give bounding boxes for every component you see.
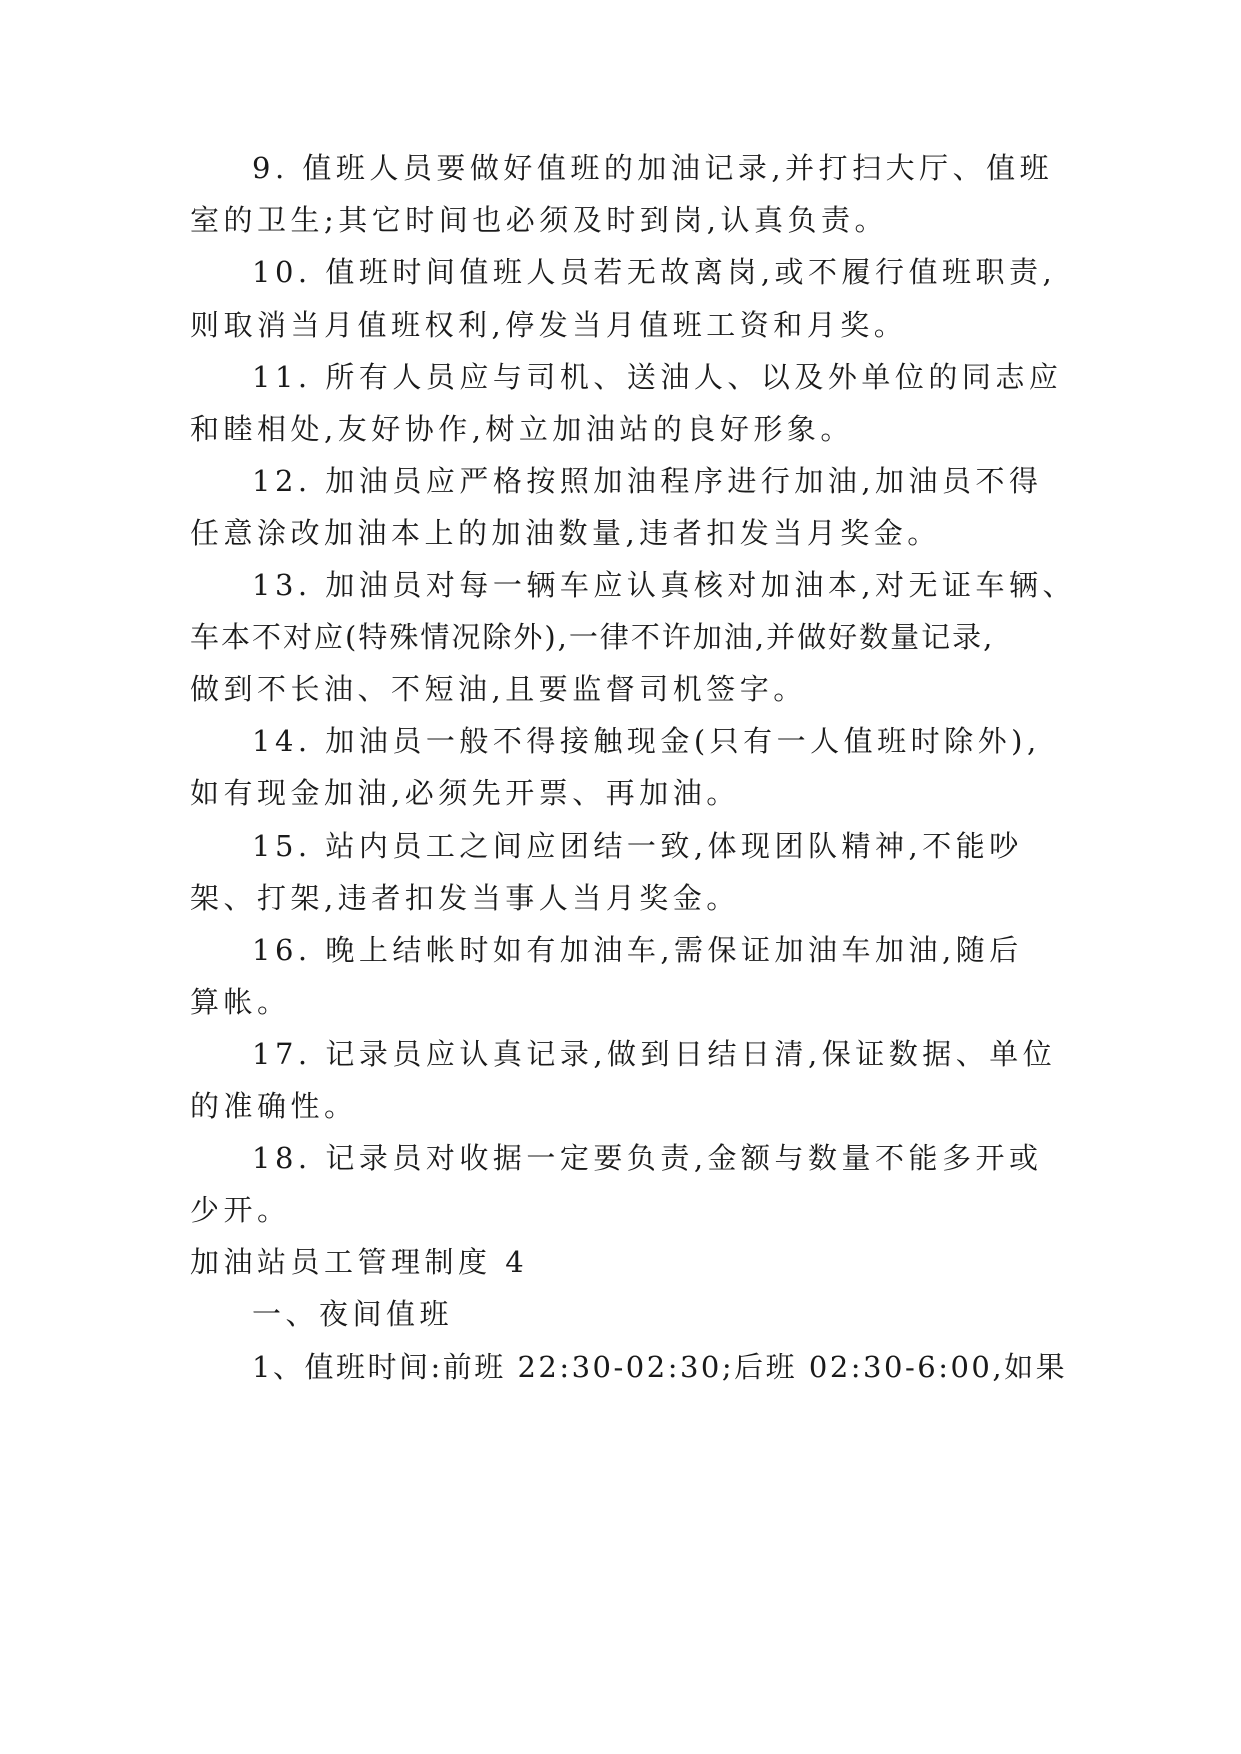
text-line: 11. 所有人员应与司机、送油人、以及外单位的同志应 (252, 360, 1063, 394)
text-line: 则取消当月值班权利,停发当月值班工资和月奖。 (190, 308, 908, 342)
text-line: 任意涂改加油本上的加油数量,违者扣发当月奖金。 (190, 516, 941, 550)
subsection-heading: 一、夜间值班 (252, 1297, 454, 1331)
section-heading: 加油站员工管理制度 4 (190, 1245, 529, 1279)
text-line: 车本不对应(特殊情况除外),一律不许加油,并做好数量记录, (190, 620, 995, 654)
text-line: 15. 站内员工之间应团结一致,体现团队精神,不能吵 (252, 829, 1023, 863)
text-line: 14. 加油员一般不得接触现金(只有一人值班时除外), (252, 724, 1041, 758)
text-line: 的准确性。 (190, 1089, 358, 1123)
text-line: 13. 加油员对每一辆车应认真核对加油本,对无证车辆、 (252, 568, 1077, 602)
text-line: 室的卫生;其它时间也必须及时到岗,认真负责。 (190, 203, 888, 237)
text-line: 18. 记录员对收据一定要负责,金额与数量不能多开或 (252, 1141, 1043, 1175)
text-line: 和睦相处,友好协作,树立加油站的良好形象。 (190, 412, 854, 446)
text-line: 架、打架,违者扣发当事人当月奖金。 (190, 881, 740, 915)
text-line: 如有现金加油,必须先开票、再加油。 (190, 776, 740, 810)
text-line: 12. 加油员应严格按照加油程序进行加油,加油员不得 (252, 464, 1043, 498)
text-line: 16. 晚上结帐时如有加油车,需保证加油车加油,随后 (252, 933, 1023, 967)
text-line: 做到不长油、不短油,且要监督司机签字。 (190, 672, 807, 706)
text-line: 少开。 (190, 1193, 291, 1227)
text-line: 17. 记录员应认真记录,做到日结日清,保证数据、单位 (252, 1037, 1057, 1071)
text-line: 9. 值班人员要做好值班的加油记录,并打扫大厅、值班 (252, 151, 1054, 185)
text-line: 10. 值班时间值班人员若无故离岗,或不履行值班职责, (252, 255, 1057, 289)
text-line: 1、值班时间:前班 22:30-02:30;后班 02:30-6:00,如果 (252, 1350, 1068, 1384)
text-line: 算帐。 (190, 985, 291, 1019)
